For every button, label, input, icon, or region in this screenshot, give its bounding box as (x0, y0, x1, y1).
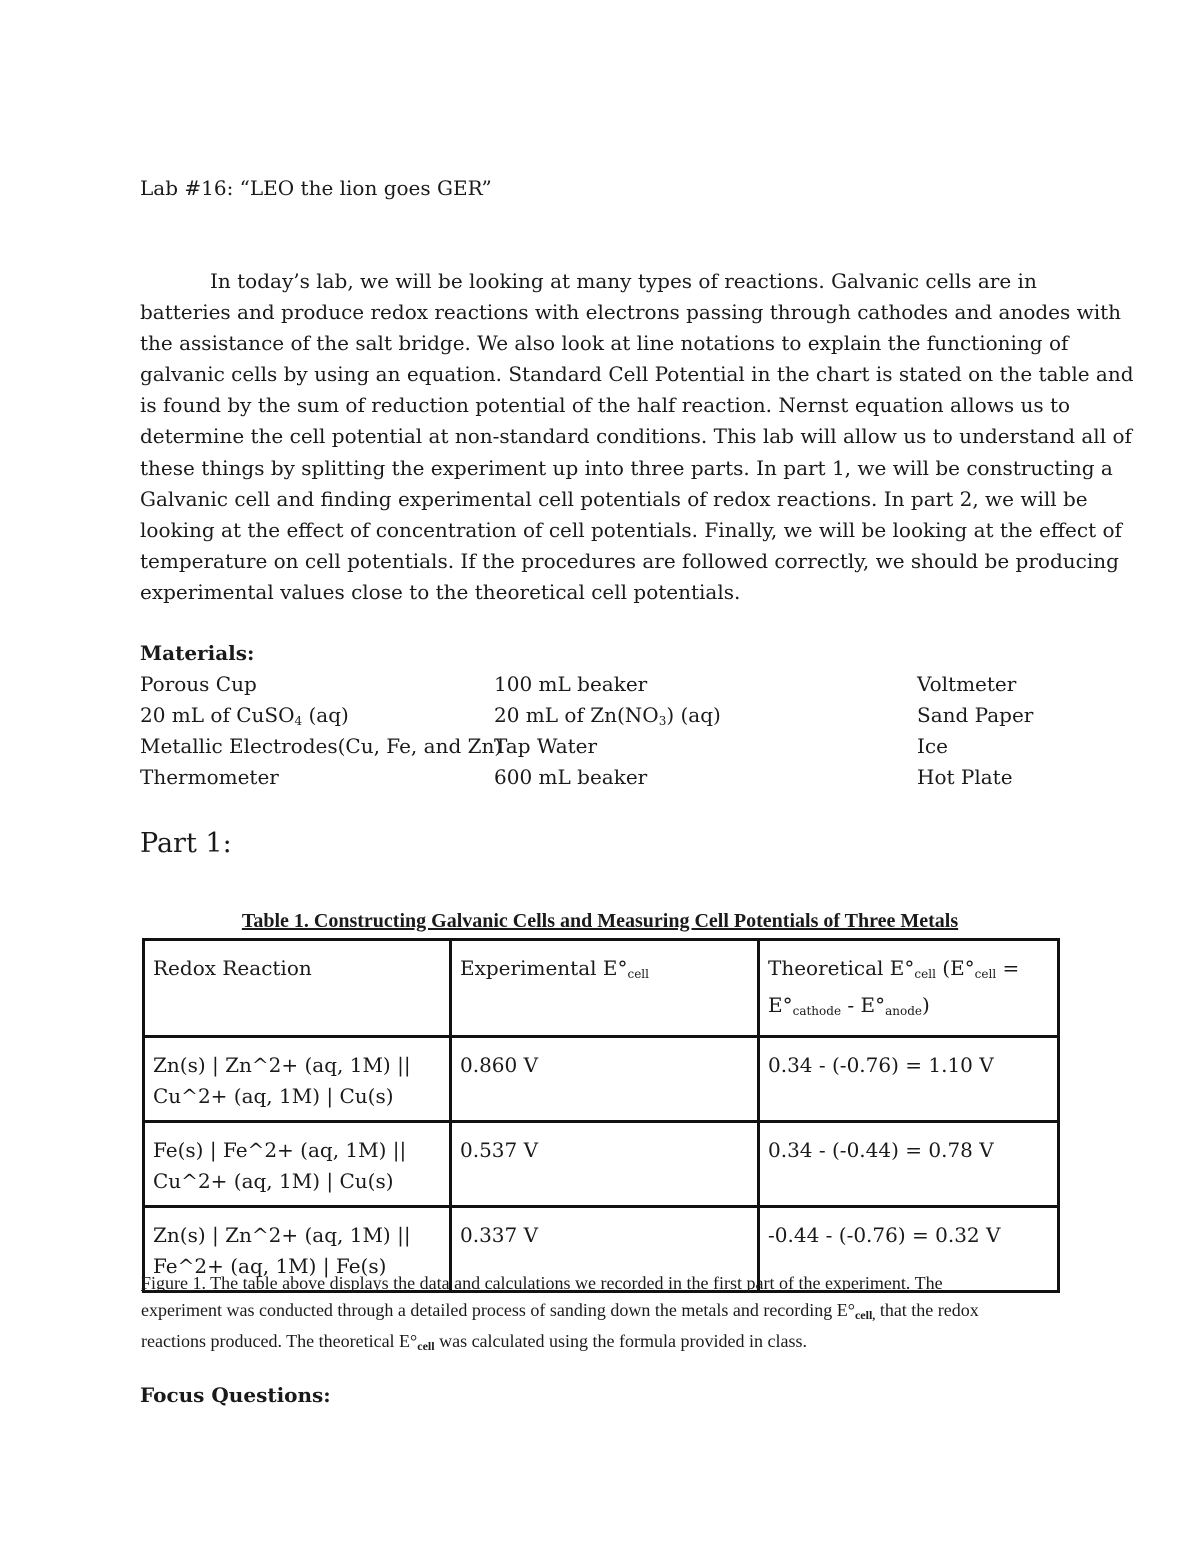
cell-reaction: Zn(s) | Zn^2+ (aq, 1M) || Cu^2+ (aq, 1M) | Cu(s) (144, 1037, 451, 1122)
focus-questions-heading: Focus Questions: (140, 1383, 331, 1407)
cell-theoretical: 0.34 - (-0.76) = 1.10 V (759, 1037, 1059, 1122)
table-row (144, 1037, 1059, 1122)
intro-line: looking at the effect of concentration of cell potentials. Finally, we will be looking at the effect of (140, 517, 1122, 542)
cell-theoretical: -0.44 - (-0.76) = 0.32 V (759, 1207, 1059, 1292)
figure1-label: Figure 1. (141, 1273, 206, 1293)
material-item: Metallic Electrodes(Cu, Fe, and Zn) (140, 734, 503, 758)
material-item: 600 mL beaker (494, 765, 648, 789)
intro-line: batteries and produce redox reactions with electrons passing through cathodes and anodes with (140, 300, 1122, 325)
intro-line: these things by splitting the experiment up into three parts. In part 1, we will be constructing a (140, 455, 1113, 480)
cell-experimental: 0.860 V (451, 1037, 759, 1122)
material-item: Ice (917, 734, 948, 758)
cell-theoretical: 0.34 - (-0.44) = 0.78 V (759, 1122, 1059, 1207)
cell-reaction: Fe(s) | Fe^2+ (aq, 1M) || Cu^2+ (aq, 1M) | Cu(s) (144, 1122, 451, 1207)
table-header-row (144, 940, 1059, 1037)
material-item: Sand Paper (917, 703, 1034, 727)
part1-heading: Part 1: (140, 828, 232, 859)
table-row (144, 1122, 1059, 1207)
material-item: Porous Cup (140, 672, 257, 696)
material-item: Voltmeter (917, 672, 1017, 696)
material-item: 20 mL of $Zn(NO_3)$ (aq) (494, 703, 721, 728)
cell-experimental: 0.337 V (451, 1207, 759, 1292)
material-item: Hot Plate (917, 765, 1013, 789)
header-theoretical: Theoretical $E^\circ_{cell}$ ($E^\circ_{cell}$ = $E^\circ_{cathode} - E^\circ_{anode}$) (759, 940, 1059, 1037)
intro-line: galvanic cells by using an equation. Standard Cell Potential in the chart is stated on the table and (140, 362, 1134, 387)
table1-caption: Table 1. Constructing Galvanic Cells and Measuring Cell Potentials of Three Metals (241, 910, 959, 932)
header-redox-reaction: Redox Reaction (144, 940, 451, 1037)
table1 (142, 938, 1060, 1293)
materials-heading: Materials: (140, 641, 255, 665)
figure1-caption: Figure 1. The table above displays the data and calculations we recorded in the first part of the experiment. The experiment was conducted through a detailed process of sanding down the metals and recording $E^\circ_{cell,}$ that the redox reactions produced. The theoretical $E^\circ_{cell}$ was calculated using the formula provided in class. (141, 1273, 979, 1353)
cell-reaction: Zn(s) | Zn^2+ (aq, 1M) || Fe^2+ (aq, 1M) | Fe(s) (144, 1207, 451, 1292)
material-item: Thermometer (140, 765, 279, 789)
material-item: Tap Water (494, 734, 598, 758)
material-item: 20 mL of CuSO$_4$ (aq) (140, 703, 349, 728)
intro-line: In today’s lab, we will be looking at many types of reactions. Galvanic cells are in (210, 269, 1037, 293)
cell-experimental: 0.537 V (451, 1122, 759, 1207)
intro-line: temperature on cell potentials. If the procedures are followed correctly, we should be producing (140, 548, 1119, 573)
lab-title: Lab #16: “LEO the lion goes GER” (140, 176, 492, 200)
intro-line: is found by the sum of reduction potential of the half reaction. Nernst equation allows us to (140, 393, 1071, 418)
intro-line: the assistance of the salt bridge. We also look at line notations to explain the functioning of (140, 331, 1069, 356)
material-item: 100 mL beaker (494, 672, 648, 696)
intro-paragraph (140, 266, 1134, 608)
header-experimental: Experimental $E^\circ_{cell}$ (451, 940, 759, 1037)
intro-line: determine the cell potential at non-standard conditions. This lab will allow us to understand all of (140, 424, 1132, 449)
intro-line: Galvanic cell and finding experimental cell potentials of redox reactions. In part 2, we will be (140, 486, 1088, 511)
intro-line: experimental values close to the theoretical cell potentials. (140, 579, 741, 604)
